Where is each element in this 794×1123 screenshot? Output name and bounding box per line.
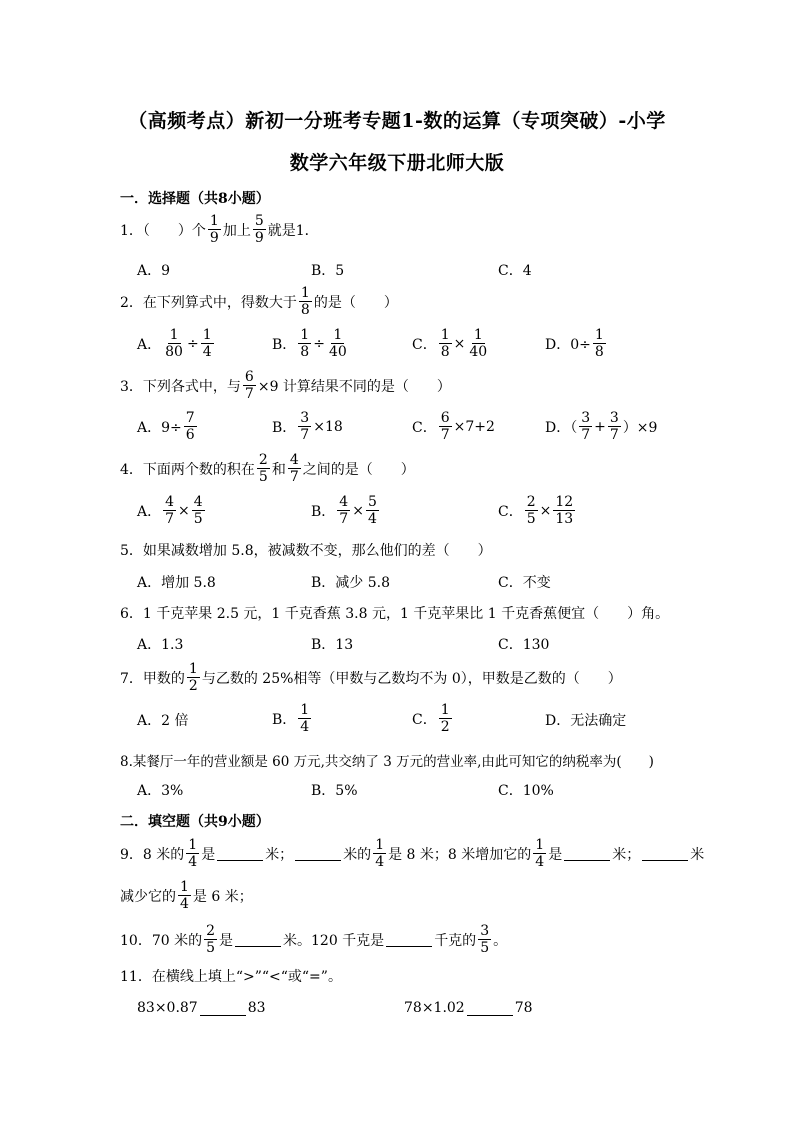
- q6-option-b[interactable]: B．13: [311, 637, 354, 653]
- q11-compare-right: 78×1.02 78: [404, 1000, 533, 1016]
- q6-option-c[interactable]: C．130: [498, 637, 550, 653]
- answer-blank[interactable]: [467, 1001, 513, 1016]
- section-heading-fill: 二．填空题（共9小题）: [120, 814, 270, 830]
- answer-blank[interactable]: [217, 846, 263, 861]
- answer-blank[interactable]: [200, 1001, 246, 1016]
- fraction: $\frac{3}{5}$: [480, 923, 490, 956]
- question-2: 2．在下列算式中，得数大于 $\frac{1}{8}$ 的是（ ）: [120, 285, 398, 318]
- fraction: $\frac{1}{9}$: [209, 213, 219, 246]
- question-3: 3．下列各式中，与 $\frac{6}{7}$ ×9 计算结果不同的是（ ）: [120, 369, 451, 402]
- q4-option-a[interactable]: A． $\frac{4}{7}$ × $\frac{4}{5}$: [137, 494, 203, 527]
- q2-option-d[interactable]: D．0÷ $\frac{1}{8}$: [545, 327, 604, 360]
- q3-option-a[interactable]: A．9÷ $\frac{7}{6}$: [137, 410, 195, 443]
- q2-option-c[interactable]: C． $\frac{1}{8}$ × $\frac{1}{40}$: [412, 327, 488, 360]
- fraction: $\frac{1}{4}$: [375, 837, 385, 870]
- answer-blank[interactable]: [386, 932, 432, 947]
- q1-option-c[interactable]: C．4: [498, 263, 532, 279]
- q3-option-c[interactable]: C． $\frac{6}{7}$ ×7+2: [412, 410, 495, 443]
- q7-option-a[interactable]: A．2 倍: [137, 713, 189, 729]
- q2-option-a[interactable]: A． $\frac{1}{80}$ ÷ $\frac{1}{4}$: [137, 327, 212, 360]
- q4-option-b[interactable]: B． $\frac{4}{7}$ × $\frac{5}{4}$: [311, 494, 377, 527]
- fraction: $\frac{2}{5}$: [258, 452, 268, 485]
- q7-option-b[interactable]: B． $\frac{1}{4}$: [272, 702, 310, 735]
- question-9-line-2: 减少它的 $\frac{1}{4}$ 是 6 米；: [120, 879, 253, 912]
- question-1: 1．（ ）个 $\frac{1}{9}$ 加上 $\frac{5}{9}$ 就是1．: [120, 213, 319, 246]
- fraction: $\frac{1}{4}$: [535, 837, 545, 870]
- answer-blank[interactable]: [235, 932, 281, 947]
- q5-option-b[interactable]: B．减少 5.8: [311, 575, 391, 591]
- question-10: 10．70 米的 $\frac{2}{5}$ 是 米。120 千克是 千克的 $\frac{3}{5}$ 。: [120, 923, 508, 956]
- title-line-2: 数学六年级下册北师大版: [289, 152, 505, 174]
- q3-option-b[interactable]: B． $\frac{3}{7}$ ×18: [272, 410, 343, 443]
- question-7: 7．甲数的 $\frac{1}{2}$ 与乙数的 25%相等（甲数与乙数均不为 0），甲数是乙数的（ ）: [120, 661, 622, 694]
- answer-blank[interactable]: [564, 846, 610, 861]
- question-5: 5．如果减数增加 5.8，被减数不变，那么他们的差（ ）: [120, 543, 492, 559]
- q2-option-b[interactable]: B． $\frac{1}{8}$ ÷ $\frac{1}{40}$: [272, 327, 347, 360]
- q1-option-a[interactable]: A．9: [137, 263, 171, 279]
- fraction: $\frac{4}{7}$: [289, 452, 299, 485]
- q11-compare-left: 83×0.87 83: [137, 1000, 266, 1016]
- fraction: $\frac{1}{8}$: [300, 285, 310, 318]
- fraction: $\frac{5}{9}$: [254, 213, 264, 246]
- question-9: 9．8 米的 $\frac{1}{4}$ 是 米； 米的 $\frac{1}{4}$ 是 8 米；8 米增加它的 $\frac{1}{4}$ 是 米； 米: [120, 837, 705, 870]
- q3-option-d[interactable]: D．（ $\frac{3}{7}$ + $\frac{3}{7}$ ）×9: [545, 410, 658, 443]
- q6-option-a[interactable]: A．1.3: [137, 637, 184, 653]
- q7-option-d[interactable]: D．无法确定: [545, 713, 627, 729]
- q4-option-c[interactable]: C． $\frac{2}{5}$ × $\frac{12}{13}$: [498, 494, 574, 527]
- title-line-1: （高频考点）新初一分班考专题1-数的运算（专项突破）-小学: [128, 110, 666, 132]
- q1-option-b[interactable]: B．5: [311, 263, 345, 279]
- section-heading-choice: 一．选择题（共8小题）: [120, 191, 270, 207]
- answer-blank[interactable]: [295, 846, 341, 861]
- fraction: $\frac{1}{4}$: [180, 879, 189, 912]
- q8-option-a[interactable]: A．3%: [137, 783, 184, 799]
- question-8: 8.某餐厅一年的营业额是 60 万元,共交纳了 3 万元的营业率,由此可知它的纳税率为( ): [120, 754, 654, 770]
- answer-blank[interactable]: [642, 846, 688, 861]
- question-4: 4．下面两个数的积在 $\frac{2}{5}$ 和 $\frac{4}{7}$ 之间的是（ ）: [120, 452, 415, 485]
- fraction: $\frac{6}{7}$: [244, 369, 254, 402]
- q8-option-c[interactable]: C．10%: [498, 783, 554, 799]
- question-11: 11．在横线上填上“>”“<“或“=”。: [120, 969, 342, 985]
- q5-option-c[interactable]: C．不变: [498, 575, 551, 591]
- q8-option-b[interactable]: B．5%: [311, 783, 358, 799]
- fraction: $\frac{2}{5}$: [206, 923, 216, 956]
- q7-option-c[interactable]: C． $\frac{1}{2}$: [412, 702, 450, 735]
- fraction: $\frac{1}{4}$: [188, 837, 198, 870]
- q5-option-a[interactable]: A．增加 5.8: [137, 575, 216, 591]
- fraction: $\frac{1}{2}$: [188, 661, 198, 694]
- question-6: 6．1 千克苹果 2.5 元，1 千克香蕉 3.8 元，1 千克苹果比 1 千克香蕉便宜（ ）角。: [120, 606, 670, 622]
